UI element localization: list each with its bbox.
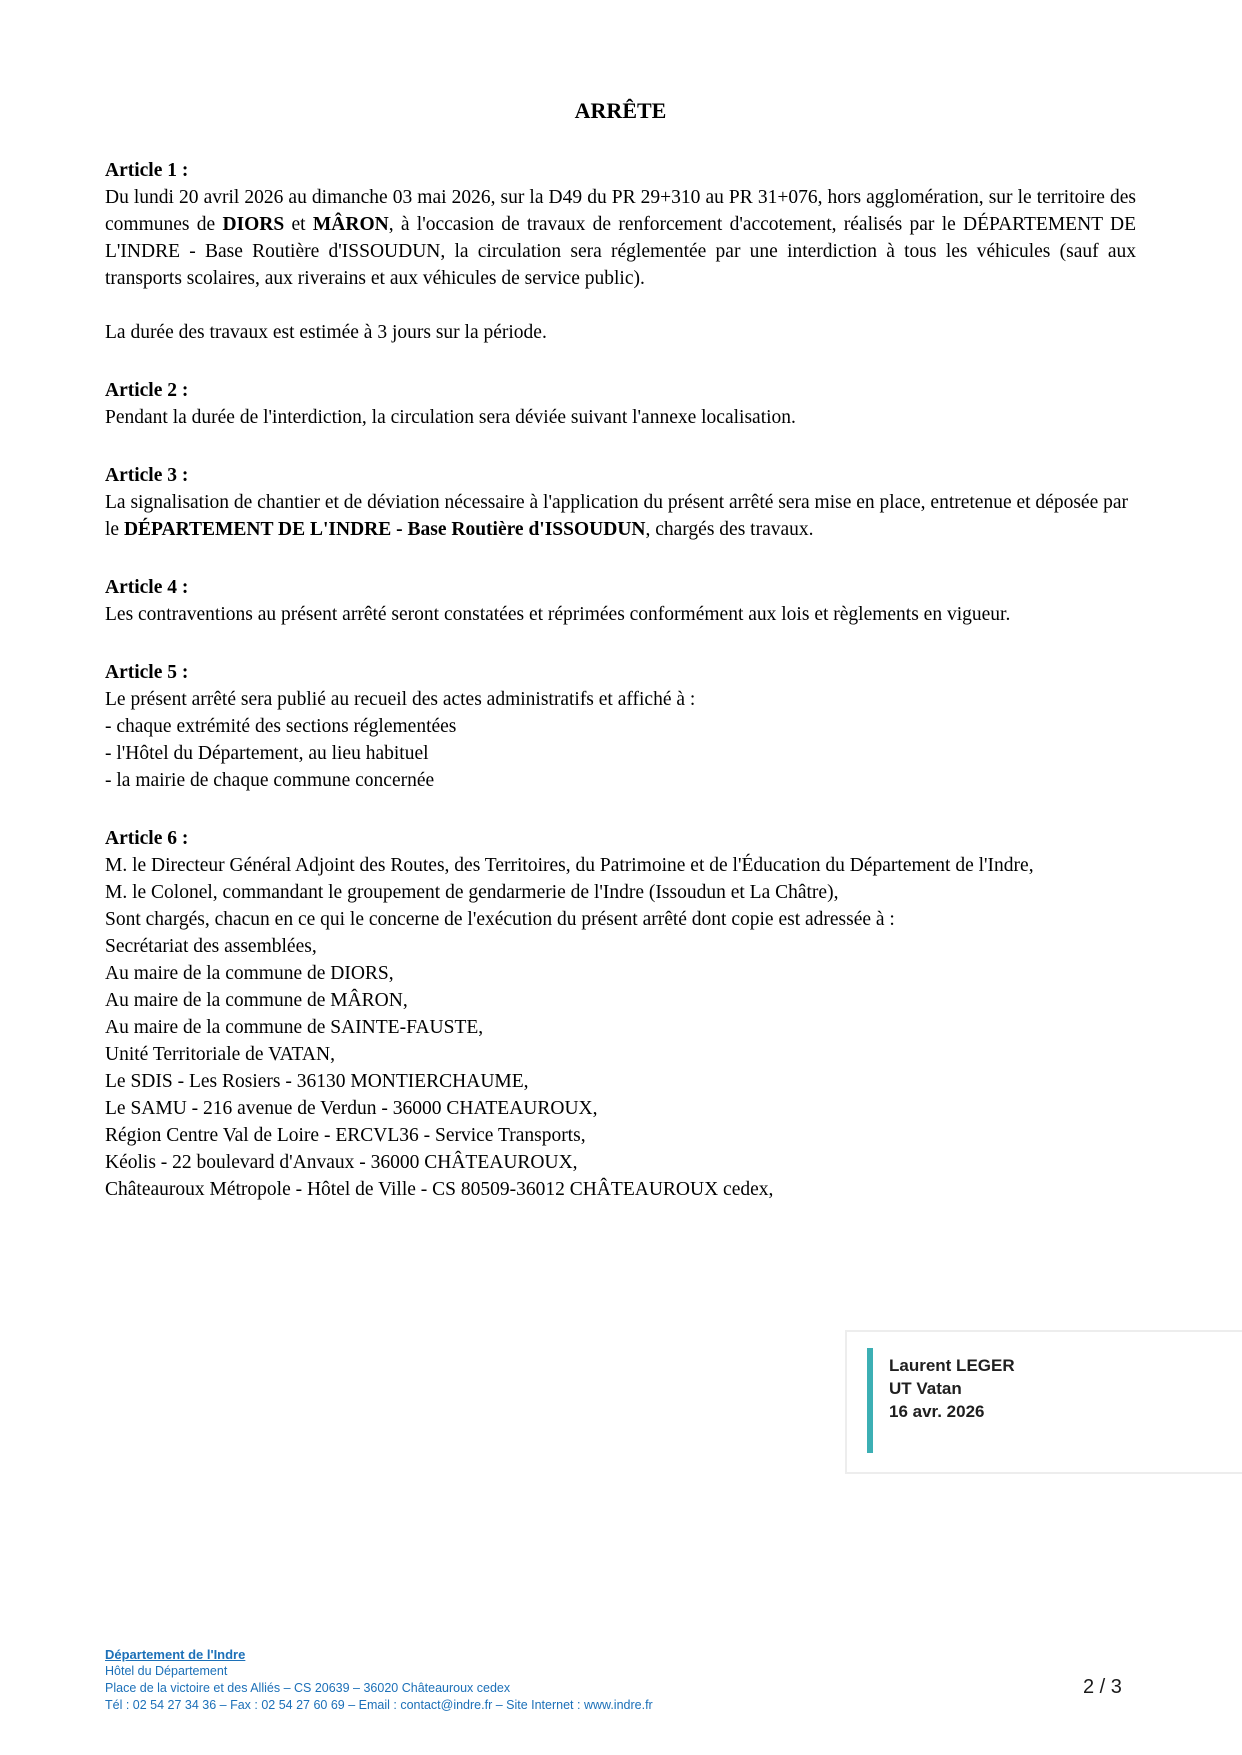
page-number: 2 / 3 [1083, 1676, 1122, 1698]
article-1-paragraph-2: La durée des travaux est estimée à 3 jours sur la période. [105, 322, 547, 343]
article-6-line: Région Centre Val de Loire - ERCVL36 - Service Transports, [105, 1125, 586, 1146]
article-6-line: Châteauroux Métropole - Hôtel de Ville - CS 80509-36012 CHÂTEAUROUX cedex, [105, 1179, 774, 1200]
article-5-item: - chaque extrémité des sections réglementées [105, 716, 457, 737]
text-run: et [284, 214, 313, 235]
text-run: , à l'occasion de travaux de renforcement d'accotement, réalisés par le DÉPARTEMENT DE L'INDRE - Base Routière d'ISSOUDUN, la circulation sera réglementée par une interdiction à tous les véhicules (sauf aux transports scolaires, aux riverains et aux véhicules de service public). [105, 214, 1137, 289]
article-6-line: Sont chargés, chacun en ce qui le concerne de l'exécution du présent arrêté dont copie est adressée à : [105, 909, 895, 930]
article-3 [105, 462, 1136, 543]
article-2-paragraph-1: Pendant la durée de l'interdiction, la circulation sera déviée suivant l'annexe localisation. [105, 407, 796, 428]
text-run: , chargés des travaux. [645, 519, 814, 540]
article-6-line: Secrétariat des assemblées, [105, 936, 317, 957]
article-2-heading: Article 2 : [105, 380, 189, 401]
article-5-heading: Article 5 : [105, 662, 189, 683]
footer-address-line: Place de la victoire et des Alliés – CS 20639 – 36020 Châteauroux cedex [105, 1681, 511, 1695]
article-1-paragraph-1 [105, 184, 1136, 292]
article-4 [105, 574, 1136, 628]
article-5-item: - la mairie de chaque commune concernée [105, 770, 435, 791]
article-5-item: - l'Hôtel du Département, au lieu habituel [105, 743, 429, 764]
article-6-line: Le SDIS - Les Rosiers - 36130 MONTIERCHAUME, [105, 1071, 529, 1092]
article-5-intro: Le présent arrêté sera publié au recueil des actes administratifs et affiché à : [105, 689, 696, 710]
article-3-paragraph-1 [105, 489, 1136, 543]
text-run-bold: DÉPARTEMENT DE L'INDRE - Base Routière d'ISSOUDUN [123, 519, 646, 540]
signature-stamp-box [845, 1330, 1242, 1474]
signature-block [889, 1354, 1015, 1423]
article-4-paragraph-1: Les contraventions au présent arrêté seront constatées et réprimées conformément aux lois et règlements en vigueur. [105, 604, 1011, 625]
article-2 [105, 377, 1136, 431]
text-run-bold: MÂRON [312, 214, 389, 235]
article-6-line: Le SAMU - 216 avenue de Verdun - 36000 CHATEAUROUX, [105, 1098, 598, 1119]
article-5 [105, 659, 1136, 794]
article-6-line: Au maire de la commune de MÂRON, [105, 990, 408, 1011]
article-6-line: Unité Territoriale de VATAN, [105, 1044, 335, 1065]
signature-date: 16 avr. 2026 [889, 1402, 985, 1421]
article-6-line: Kéolis - 22 boulevard d'Anvaux - 36000 CHÂTEAUROUX, [105, 1152, 578, 1173]
signature-unit: UT Vatan [889, 1379, 962, 1398]
signature-accent-bar [867, 1348, 873, 1453]
footer-contact-line: Tél : 02 54 27 34 36 – Fax : 02 54 27 60 69 – Email : contact@indre.fr – Site Internet : www.indre.fr [105, 1698, 653, 1712]
article-1 [105, 157, 1136, 346]
article-4-heading: Article 4 : [105, 577, 189, 598]
article-1-heading: Article 1 : [105, 160, 189, 181]
article-6-line: Au maire de la commune de SAINTE-FAUSTE, [105, 1017, 484, 1038]
article-6-heading: Article 6 : [105, 828, 189, 849]
article-6-line: Au maire de la commune de DIORS, [105, 963, 394, 984]
signature-name: Laurent LEGER [889, 1356, 1015, 1375]
page-footer [105, 1646, 653, 1714]
text-run: Du lundi 20 avril 2026 au dimanche 03 mai 2026, sur la D49 du PR 29+310 au PR 31+076, hors agglomération, sur le territoire des communes de [105, 187, 1136, 235]
article-6-line: M. le Directeur Général Adjoint des Routes, des Territoires, du Patrimoine et de l'Éducation du Département de l'Indre, [105, 855, 1034, 876]
document-title: ARRÊTE [574, 98, 667, 123]
text-run-bold: DIORS [222, 214, 285, 235]
article-6-line: M. le Colonel, commandant le groupement de gendarmerie de l'Indre (Issoudun et La Châtre), [105, 882, 839, 903]
footer-organization: Département de l'Indre [105, 1647, 246, 1662]
text-run: La signalisation de chantier et de déviation nécessaire à l'application du présent arrêté sera mise en place, entretenue et déposée par le [105, 492, 1129, 540]
footer-address-line: Hôtel du Département [105, 1664, 228, 1678]
article-3-heading: Article 3 : [105, 465, 189, 486]
article-6 [105, 825, 1136, 1203]
